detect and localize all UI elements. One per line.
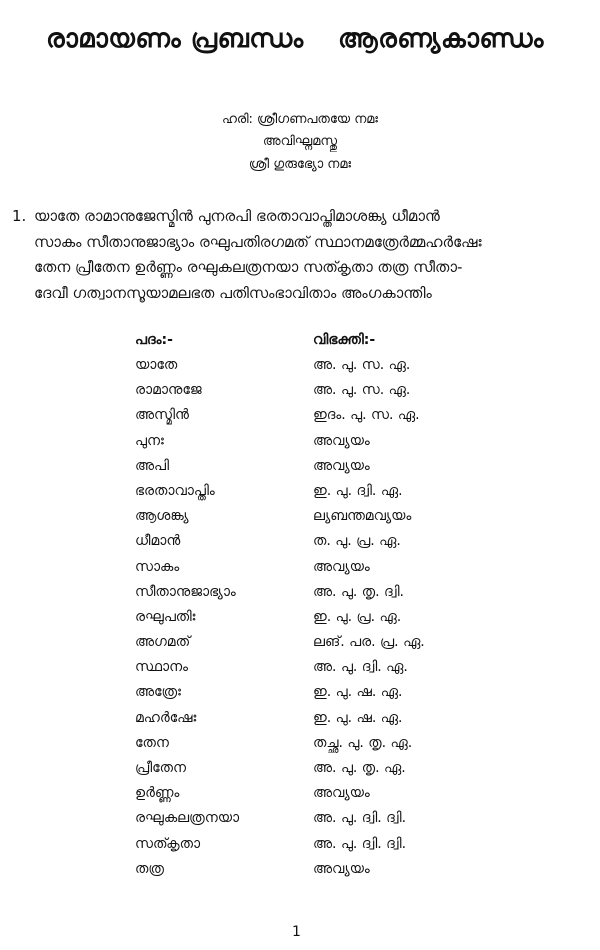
- row-vibhakti: അ. പു. തൃ. ദ്വി.: [313, 583, 404, 600]
- row-word: തത്ര: [135, 860, 164, 877]
- row-vibhakti: അവ്യയം: [313, 860, 370, 877]
- row-word: സീതാനുജാഭ്യാം: [135, 583, 236, 600]
- row-word: സാകം: [135, 558, 180, 575]
- verse-line: തേന പ്രീതേന ഉർണ്ണം രഘുകലത്രനയാ സത്കൃതാ തത്ര സീതാ-: [34, 258, 463, 276]
- column-header-word: പദം:-: [135, 332, 173, 348]
- row-word: തേന: [135, 734, 169, 751]
- table-row: [0, 483, 600, 508]
- table-row: [0, 584, 600, 609]
- row-word: ധീമാൻ: [135, 533, 181, 550]
- row-word: രാമാനുജേ: [135, 382, 202, 399]
- row-word: ഉർണ്ണം: [135, 785, 180, 802]
- table-row: [0, 458, 600, 483]
- row-word: പുനഃ: [135, 432, 164, 449]
- invocation-line-2: അവിഘ്നമസ്തു: [262, 134, 338, 149]
- row-vibhakti: അവ്യയം: [313, 785, 370, 802]
- row-word: രഘുകലത്രനയാ: [135, 810, 240, 827]
- row-word: രഘുപതിഃ: [135, 608, 196, 625]
- row-vibhakti: അ. പു. തൃ. ഏ.: [313, 760, 406, 776]
- table-row: [0, 659, 600, 684]
- row-vibhakti: ഇ. പു. ഷ. ഏ.: [313, 709, 403, 726]
- verse-block: [12, 204, 597, 306]
- column-header-vibhakti: വിഭക്തി:-: [313, 332, 376, 348]
- row-word: അഗമത്: [135, 634, 191, 651]
- row-word: ഭരതാവാപ്തിം: [135, 482, 215, 499]
- row-word: അസ്മിൻ: [135, 407, 189, 424]
- chapter-title: ആരണ്യകാണ്ഡം: [338, 24, 544, 54]
- row-vibhakti: ലങ്. പര. പ്ര. ഏ.: [313, 634, 425, 651]
- page-number: 1: [292, 924, 301, 940]
- row-vibhakti: അ. പു. ദ്വി. ദ്വി.: [313, 810, 407, 827]
- row-word: സത്കൃതാ: [135, 835, 201, 852]
- table-row: [0, 785, 600, 810]
- row-vibhakti: ല്യബന്തമവ്യയം: [313, 508, 412, 525]
- row-vibhakti: അ. പു. സ. ഏ.: [313, 382, 411, 399]
- verse-line: ദേവീ ഗത്വാനസൂയാമലഭത പതിസംഭാവിതാം അംഗകാന്തിം: [34, 283, 432, 302]
- table-row: [0, 357, 600, 382]
- table-row: [0, 407, 600, 432]
- row-vibhakti: ത. പു. പ്ര. ഏ.: [313, 533, 401, 550]
- table-row: [0, 382, 600, 407]
- row-vibhakti: ഇ. പു. ഷ. ഏ.: [313, 684, 403, 701]
- row-vibhakti: അവ്യയം: [313, 457, 370, 474]
- row-vibhakti: ഇദം. പു. സ. ഏ.: [313, 407, 420, 424]
- row-word: പ്രീതേന: [135, 760, 186, 776]
- row-word: സ്ഥാനം: [135, 659, 188, 676]
- invocation-line-3: ശ്രീ ഗുരുഭ്യോ നമഃ: [248, 157, 352, 172]
- row-word: അപി: [135, 457, 170, 474]
- invocation-line-1: ഹരി: ശ്രീഗണപതയേ നമഃ: [222, 112, 378, 127]
- page-header: [0, 24, 600, 64]
- row-word: അത്രേഃ: [135, 684, 181, 701]
- row-vibhakti: അ. പു. സ. ഏ.: [313, 357, 411, 373]
- table-row: [0, 684, 600, 709]
- row-vibhakti: അ. പു. ദ്വി. ഏ.: [313, 659, 408, 676]
- verse-line: സാകം സീതാനുജാഭ്യാം രഘുപതിരഗമത് സ്ഥാനമത്രേർമ്മഹർഷേഃ: [34, 232, 482, 251]
- table-row: [0, 735, 600, 760]
- table-row: [0, 836, 600, 861]
- row-vibhakti: തച്ഛ. പു. തൃ. ഏ.: [313, 734, 413, 751]
- table-row: [0, 433, 600, 458]
- row-vibhakti: അ. പു. ദ്വി. ദ്വി.: [313, 835, 407, 852]
- row-vibhakti: ഇ. പു. ദ്വി. ഏ.: [313, 482, 403, 499]
- table-row: [0, 861, 600, 886]
- table-row: [0, 559, 600, 584]
- table-row: [0, 508, 600, 533]
- row-vibhakti: അവ്യയം: [313, 432, 370, 449]
- word-analysis-table: [0, 357, 600, 886]
- table-row: [0, 533, 600, 558]
- table-row: [0, 810, 600, 835]
- table-row: [0, 710, 600, 735]
- row-word: യാതേ: [135, 357, 178, 373]
- table-row: [0, 760, 600, 785]
- verse-line: യാതേ രാമാനുജേസ്മിൻ പുനരപി ഭരതാവാപ്തിമാശങ്ക്യ ധീമാൻ: [34, 207, 440, 225]
- row-word: മഹർഷേഃ: [135, 709, 197, 726]
- book-title: രാമായണം പ്രബന്ധം: [46, 24, 304, 54]
- row-vibhakti: ഇ. പു. പ്ര. ഏ.: [313, 608, 402, 625]
- row-word: ആശങ്ക്യ: [135, 508, 189, 525]
- verse-number: 1.: [12, 207, 27, 225]
- row-vibhakti: അവ്യയം: [313, 558, 370, 575]
- table-row: [0, 634, 600, 659]
- table-row: [0, 609, 600, 634]
